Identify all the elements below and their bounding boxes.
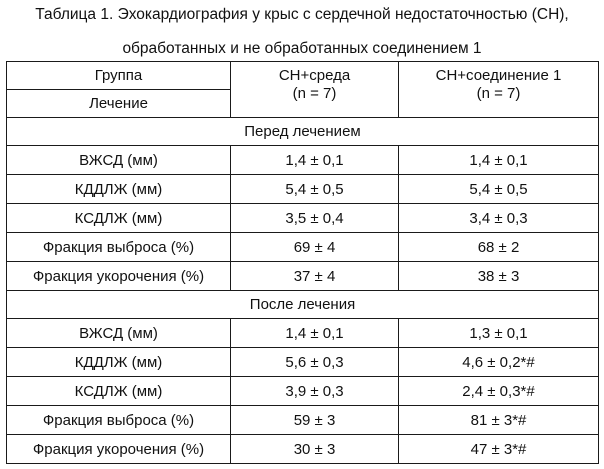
vehicle-value: 5,6 ± 0,3 bbox=[231, 348, 399, 377]
header-treatment-cell: Лечение bbox=[7, 90, 231, 118]
row-label: КСДЛЖ (мм) bbox=[7, 204, 231, 233]
header-group-cell: Группа bbox=[7, 62, 231, 90]
row-label: Фракция выброса (%) bbox=[7, 406, 231, 435]
vehicle-value: 1,4 ± 0,1 bbox=[231, 146, 399, 175]
table-caption-line-1: Таблица 1. Эхокардиография у крыс с сердечной недостаточностью (СН), bbox=[35, 6, 569, 23]
header-vehicle-label: СН+среда bbox=[278, 67, 351, 84]
section-before-row bbox=[7, 118, 599, 146]
row-label: КДДЛЖ (мм) bbox=[7, 348, 231, 377]
table-row bbox=[7, 348, 599, 377]
vehicle-value: 3,9 ± 0,3 bbox=[231, 377, 399, 406]
echocardiography-table bbox=[6, 61, 599, 464]
compound-value: 81 ± 3*# bbox=[399, 406, 599, 435]
row-label: КСДЛЖ (мм) bbox=[7, 377, 231, 406]
table-row bbox=[7, 262, 599, 291]
vehicle-value: 5,4 ± 0,5 bbox=[231, 175, 399, 204]
row-label: Фракция укорочения (%) bbox=[7, 435, 231, 464]
header-compound-label: СН+соединение 1 bbox=[435, 67, 562, 84]
section-after-title: После лечения bbox=[7, 291, 599, 319]
row-label: ВЖСД (мм) bbox=[7, 146, 231, 175]
vehicle-value: 37 ± 4 bbox=[231, 262, 399, 291]
table-row bbox=[7, 319, 599, 348]
table-caption-line-2: обработанных и не обработанных соединением 1 bbox=[122, 40, 482, 57]
table-row bbox=[7, 175, 599, 204]
compound-value: 2,4 ± 0,3*# bbox=[399, 377, 599, 406]
compound-value: 4,6 ± 0,2*# bbox=[399, 348, 599, 377]
vehicle-value: 59 ± 3 bbox=[231, 406, 399, 435]
section-before-title: Перед лечением bbox=[7, 118, 599, 146]
compound-value: 1,4 ± 0,1 bbox=[399, 146, 599, 175]
table-row bbox=[7, 406, 599, 435]
vehicle-value: 3,5 ± 0,4 bbox=[231, 204, 399, 233]
table-row bbox=[7, 146, 599, 175]
header-compound-n: (n = 7) bbox=[476, 85, 521, 102]
compound-value: 3,4 ± 0,3 bbox=[399, 204, 599, 233]
row-label: Фракция укорочения (%) bbox=[7, 262, 231, 291]
header-compound-cell bbox=[399, 62, 599, 118]
table-row bbox=[7, 204, 599, 233]
table-row bbox=[7, 435, 599, 464]
section-after-row bbox=[7, 291, 599, 319]
table-row bbox=[7, 377, 599, 406]
row-label: ВЖСД (мм) bbox=[7, 319, 231, 348]
table-header-row bbox=[7, 62, 599, 90]
row-label: КДДЛЖ (мм) bbox=[7, 175, 231, 204]
compound-value: 5,4 ± 0,5 bbox=[399, 175, 599, 204]
vehicle-value: 30 ± 3 bbox=[231, 435, 399, 464]
vehicle-value: 69 ± 4 bbox=[231, 233, 399, 262]
compound-value: 47 ± 3*# bbox=[399, 435, 599, 464]
compound-value: 1,3 ± 0,1 bbox=[399, 319, 599, 348]
vehicle-value: 1,4 ± 0,1 bbox=[231, 319, 399, 348]
compound-value: 38 ± 3 bbox=[399, 262, 599, 291]
header-vehicle-cell bbox=[231, 62, 399, 118]
table-row bbox=[7, 233, 599, 262]
compound-value: 68 ± 2 bbox=[399, 233, 599, 262]
header-vehicle-n: (n = 7) bbox=[292, 85, 337, 102]
row-label: Фракция выброса (%) bbox=[7, 233, 231, 262]
